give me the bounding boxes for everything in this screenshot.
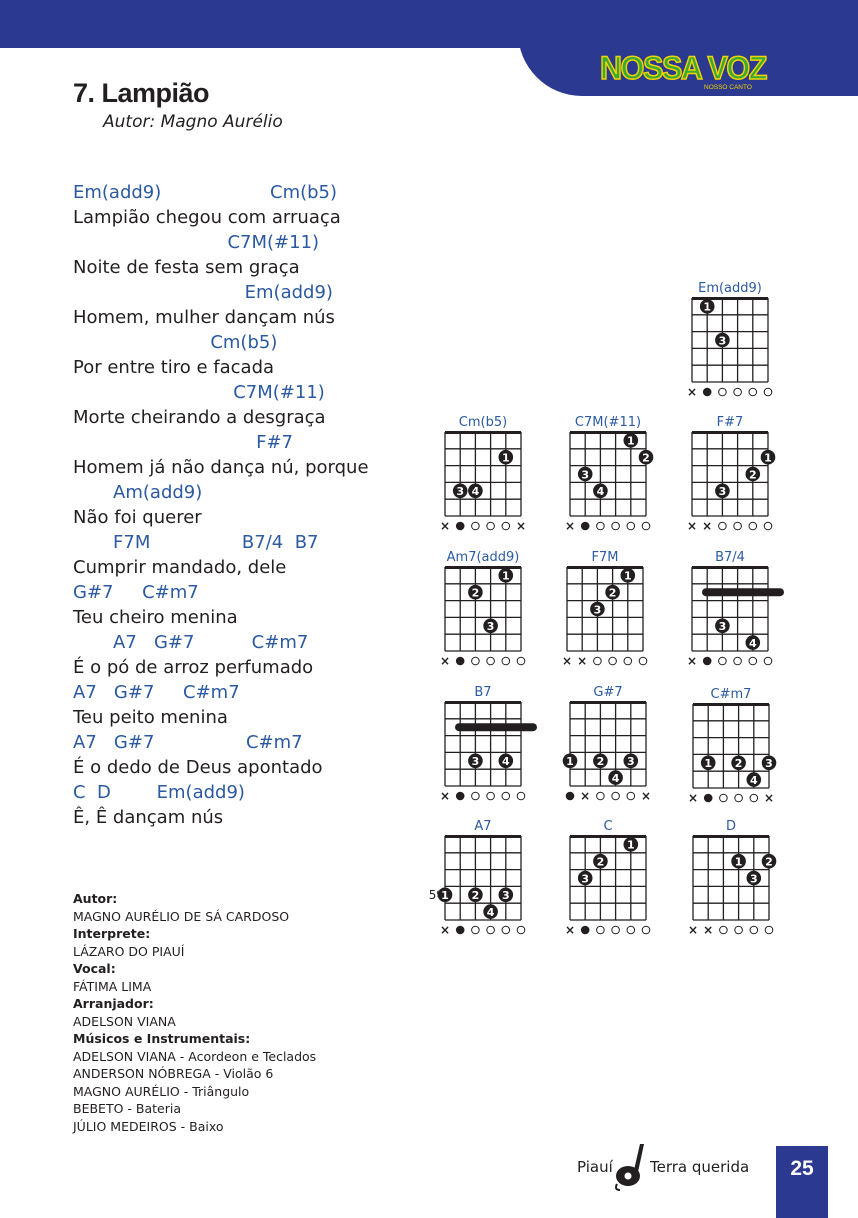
open-string-marker [750, 926, 758, 934]
open-string-marker [750, 794, 758, 802]
finger-number: 1 [734, 855, 743, 869]
open-string-marker [735, 926, 743, 934]
muted-string-marker: × [686, 519, 698, 533]
chord-diagram [562, 550, 647, 668]
open-string-marker [517, 926, 525, 934]
chord-diagram [565, 819, 650, 937]
lyric-line: Morte cheirando a desgraça [73, 407, 326, 428]
chord-line: Am(add9) [73, 482, 203, 503]
finger-number: 2 [596, 755, 605, 769]
musician-name: MAGNO AURÉLIO [73, 1083, 180, 1099]
barre-bar [455, 723, 537, 731]
open-string-marker [734, 522, 742, 530]
finger-number: 4 [501, 755, 510, 769]
finger-number: 4 [596, 485, 605, 499]
chord-line: F7M B7/4 B7 [73, 532, 319, 553]
open-string-marker [472, 657, 480, 665]
credit-label: Interprete: [73, 926, 151, 941]
open-string-marker [594, 657, 602, 665]
nut [570, 431, 646, 434]
musician-name: ANDERSON NÓBREGA [73, 1066, 211, 1081]
finger-number: 3 [581, 872, 590, 886]
finger-number: 3 [765, 757, 773, 771]
open-string-marker [642, 522, 650, 530]
lyric-line: Por entre tiro e facada [73, 357, 275, 378]
open-string-marker [719, 522, 727, 530]
chord-line: C7M(#11) [73, 382, 325, 403]
lyric-line: É o pó de arroz perfumado [73, 657, 314, 678]
chord-diagram [429, 819, 525, 937]
open-string-marker [720, 926, 728, 934]
finger-number: 1 [566, 755, 574, 769]
credit-value: ADELSON VIANA [73, 1013, 176, 1029]
open-string-marker [749, 388, 757, 396]
muted-string-marker: × [439, 519, 451, 533]
chord-name: C7M(#11) [574, 415, 642, 430]
finger-number: 3 [718, 485, 727, 499]
finger-number: 4 [748, 636, 757, 650]
nut [692, 566, 768, 569]
root-string-marker [703, 657, 711, 665]
muted-string-marker: × [577, 654, 588, 668]
finger-number: 1 [501, 569, 510, 583]
open-string-marker [627, 792, 635, 800]
open-string-marker [624, 657, 632, 665]
open-string-marker [487, 522, 495, 530]
chord-line: Em(add9) [73, 282, 333, 303]
chord-line: C7M(#11) [73, 232, 320, 253]
muted-string-marker: × [439, 789, 451, 803]
muted-string-marker: × [515, 519, 527, 533]
chord-diagram [687, 550, 784, 668]
muted-string-marker: × [439, 923, 451, 937]
credit-label: Autor: [73, 891, 118, 906]
muted-string-marker: × [702, 519, 713, 533]
nut [445, 835, 521, 838]
finger-number: 2 [748, 468, 757, 482]
musician-role: - Bateria [123, 1101, 181, 1116]
lyric-line: É o dedo de Deus apontado [73, 757, 323, 778]
credit-label: Músicos e Instrumentais: [73, 1031, 251, 1046]
muted-string-marker: × [687, 923, 699, 937]
open-string-marker [627, 926, 635, 934]
finger-number: 4 [749, 773, 758, 787]
chord-diagram [440, 415, 526, 533]
lyric-line: Teu peito menina [73, 707, 228, 728]
open-string-marker [487, 657, 495, 665]
finger-number: 1 [704, 757, 713, 771]
root-string-marker [566, 792, 574, 800]
lyric-line: Homem já não dança nú, porque [73, 457, 369, 478]
root-string-marker [456, 926, 464, 934]
chord-diagram [440, 685, 537, 803]
finger-number: 3 [471, 755, 480, 769]
open-string-marker [517, 792, 525, 800]
open-string-marker [719, 388, 727, 396]
chord-line: A7 G#7 C#m7 [73, 732, 303, 753]
open-string-marker [597, 926, 605, 934]
chord-line: G#7 C#m7 [73, 582, 199, 603]
finger-number: 3 [486, 620, 495, 634]
open-string-marker [517, 657, 525, 665]
open-string-marker [472, 522, 480, 530]
finger-number: 1 [441, 889, 449, 903]
muted-string-marker: × [580, 789, 591, 803]
finger-number: 3 [718, 620, 727, 634]
musician-name: BEBETO [73, 1101, 124, 1116]
footer-brand-right: Terra querida [650, 1158, 750, 1176]
chord-name: C [603, 819, 613, 834]
guitar-clef-icon [612, 1140, 652, 1192]
finger-number: 1 [764, 451, 772, 465]
muted-string-marker: × [564, 519, 576, 533]
lyric-line: Teu cheiro menina [73, 607, 238, 628]
open-string-marker [734, 388, 742, 396]
chord-name: D [725, 819, 737, 834]
muted-string-marker: × [564, 923, 576, 937]
credit-value: FÁTIMA LIMA [73, 978, 152, 994]
muted-string-marker: × [439, 654, 451, 668]
fret-position: 5º [428, 887, 442, 902]
open-string-marker [472, 792, 480, 800]
finger-number: 1 [501, 451, 510, 465]
chord-name: Em(add9) [698, 281, 762, 296]
musician-role: - Violão 6 [210, 1066, 274, 1081]
finger-number: 3 [718, 334, 727, 348]
credit-value: MAGNO AURÉLIO DE SÁ CARDOSO [73, 908, 290, 924]
lyric-line: Ê, Ê dançam nús [73, 807, 224, 828]
open-string-marker [764, 388, 772, 396]
chord-name: F#7 [716, 415, 744, 430]
lyric-line: Cumprir mandado, dele [73, 557, 287, 578]
finger-number: 3 [593, 603, 602, 617]
finger-number: 4 [471, 485, 480, 499]
open-string-marker [502, 926, 510, 934]
nut [567, 566, 643, 569]
open-string-marker [502, 657, 510, 665]
svg-text:NOSSO CANTO: NOSSO CANTO [704, 84, 752, 91]
root-string-marker [456, 522, 464, 530]
finger-number: 4 [486, 905, 495, 919]
root-string-marker [456, 792, 464, 800]
nut [692, 297, 768, 300]
open-string-marker [502, 522, 510, 530]
finger-number: 2 [765, 855, 773, 869]
open-string-marker [487, 792, 495, 800]
chord-line: C D Em(add9) [73, 782, 245, 803]
nut [693, 703, 769, 706]
finger-number: 4 [611, 771, 620, 785]
muted-string-marker: × [687, 791, 699, 805]
muted-string-marker: × [640, 789, 652, 803]
nut [445, 701, 521, 704]
svg-text:NOSSA VOZ: NOSSA VOZ [600, 50, 767, 86]
open-string-marker [764, 657, 772, 665]
musician-name: JÚLIO MEDEIROS [73, 1118, 177, 1134]
barre-bar [702, 588, 784, 596]
musician-role: - Acordeon e Teclados [175, 1048, 317, 1064]
finger-number: 2 [734, 757, 743, 771]
page-number: 25 [776, 1146, 828, 1218]
finger-number: 1 [623, 569, 632, 583]
chord-name: Am7(add9) [446, 550, 520, 565]
muted-string-marker: × [686, 385, 698, 399]
muted-string-marker: × [686, 654, 698, 668]
open-string-marker [639, 657, 647, 665]
chord-line: Em(add9) Cm(b5) [73, 182, 338, 203]
root-string-marker [703, 388, 711, 396]
nut [445, 431, 521, 434]
finger-number: 1 [703, 300, 712, 314]
open-string-marker [720, 794, 728, 802]
chord-name: F7M [591, 550, 619, 565]
lyric-line: Homem, mulher dançam nús [73, 307, 335, 328]
open-string-marker [612, 792, 620, 800]
open-string-marker [642, 926, 650, 934]
chord-line: A7 G#7 C#m7 [73, 632, 309, 653]
open-string-marker [719, 657, 727, 665]
open-string-marker [627, 522, 635, 530]
chord-name: B7/4 [715, 550, 745, 565]
muted-string-marker: × [763, 791, 775, 805]
open-string-marker [764, 522, 772, 530]
song-title: 7. Lampião [73, 78, 210, 108]
finger-number: 2 [596, 855, 605, 869]
muted-string-marker: × [703, 923, 714, 937]
chord-diagram [687, 281, 772, 399]
root-string-marker [456, 657, 464, 665]
nut [570, 835, 646, 838]
root-string-marker [581, 522, 589, 530]
open-string-marker [609, 657, 617, 665]
finger-number: 2 [471, 586, 480, 600]
open-string-marker [765, 926, 773, 934]
finger-number: 3 [626, 755, 635, 769]
finger-number: 2 [608, 586, 617, 600]
chord-name: C#m7 [710, 687, 752, 702]
chord-name: A7 [474, 819, 492, 834]
credit-label: Arranjador: [73, 996, 154, 1011]
nut [693, 835, 769, 838]
chord-line: F#7 [73, 432, 293, 453]
musician-role: - Baixo [176, 1118, 224, 1134]
open-string-marker [612, 522, 620, 530]
open-string-marker [472, 926, 480, 934]
open-string-marker [735, 794, 743, 802]
nut [692, 431, 768, 434]
song-author: Autor: Magno Aurélio [103, 112, 283, 132]
finger-number: 2 [471, 889, 480, 903]
finger-number: 3 [581, 468, 590, 482]
musician-name: ADELSON VIANA [73, 1048, 176, 1064]
root-string-marker [704, 794, 712, 802]
finger-number: 1 [626, 838, 635, 852]
chord-diagram [565, 415, 653, 533]
root-string-marker [581, 926, 589, 934]
finger-number: 3 [501, 889, 510, 903]
chord-diagram [687, 415, 775, 533]
lyric-line: Noite de festa sem graça [73, 257, 300, 278]
open-string-marker [597, 522, 605, 530]
chord-diagram [563, 685, 651, 803]
nut [445, 566, 521, 569]
chord-diagram [440, 550, 525, 668]
lyric-line: Lampião chegou com arruaça [73, 207, 341, 228]
credit-value: LÁZARO DO PIAUÍ [73, 943, 185, 959]
open-string-marker [487, 926, 495, 934]
chord-name: B7 [474, 685, 492, 700]
finger-number: 1 [626, 434, 635, 448]
chord-line: Cm(b5) [73, 332, 278, 353]
chord-diagram [688, 819, 776, 937]
open-string-marker [597, 792, 605, 800]
chord-name: G#7 [593, 685, 623, 700]
finger-number: 2 [642, 451, 650, 465]
chord-name: Cm(b5) [458, 415, 508, 430]
nut [570, 701, 646, 704]
musician-role: - Triângulo [179, 1083, 250, 1099]
chord-line: A7 G#7 C#m7 [73, 682, 240, 703]
chord-diagram [688, 687, 776, 805]
open-string-marker [502, 792, 510, 800]
open-string-marker [749, 522, 757, 530]
open-string-marker [612, 926, 620, 934]
muted-string-marker: × [561, 654, 573, 668]
lyric-line: Não foi querer [73, 507, 202, 528]
open-string-marker [749, 657, 757, 665]
finger-number: 3 [749, 872, 758, 886]
finger-number: 3 [456, 485, 465, 499]
footer-brand-left: Piauí [577, 1158, 613, 1176]
credit-label: Vocal: [73, 961, 116, 976]
open-string-marker [734, 657, 742, 665]
